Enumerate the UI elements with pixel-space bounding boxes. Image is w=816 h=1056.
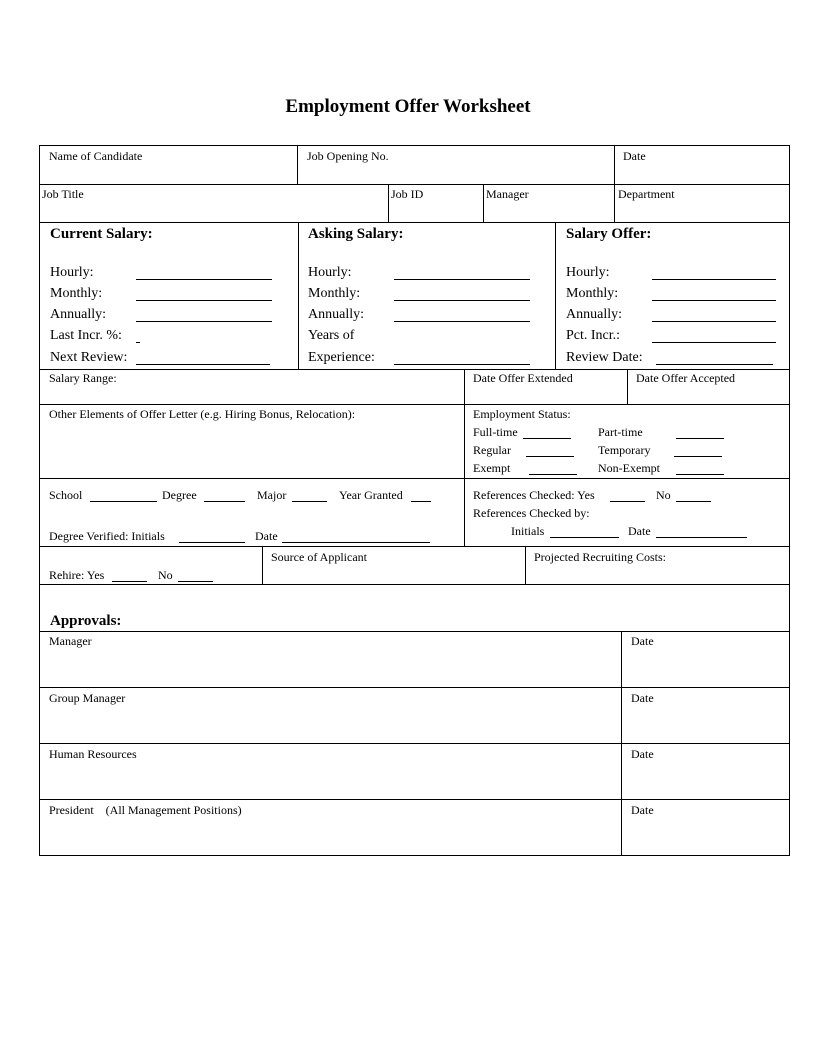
job-title-field[interactable]: Job Title xyxy=(42,187,84,201)
current-hourly-label: Hourly: xyxy=(50,265,94,280)
references-checked-by-label: References Checked by: xyxy=(473,506,590,520)
asking-hourly-field[interactable] xyxy=(394,279,530,280)
projected-recruiting-costs-field[interactable]: Projected Recruiting Costs: xyxy=(534,550,666,564)
other-elements-field[interactable]: Other Elements of Offer Letter (e.g. Hiring Bonus, Relocation): xyxy=(49,407,356,421)
degree-label: Degree xyxy=(162,488,197,502)
divider xyxy=(525,546,526,584)
approval-human-resources-field[interactable]: Human Resources xyxy=(49,747,137,761)
current-next-review-label: Next Review: xyxy=(50,350,128,365)
degree-verified-label: Degree Verified: Initials xyxy=(49,529,165,543)
year-granted-field[interactable] xyxy=(411,501,431,502)
asking-monthly-label: Monthly: xyxy=(308,286,361,301)
major-label: Major xyxy=(257,488,287,502)
divider xyxy=(40,584,789,585)
divider xyxy=(40,184,789,185)
divider xyxy=(555,222,556,369)
references-no-label: No xyxy=(656,488,671,502)
references-yes-field[interactable] xyxy=(610,501,645,502)
current-salary-heading: Current Salary: xyxy=(50,226,153,242)
full-time-label: Full-time xyxy=(473,425,518,439)
approval-manager-field[interactable]: Manager xyxy=(49,634,92,648)
current-monthly-label: Monthly: xyxy=(50,286,103,301)
divider xyxy=(40,799,789,800)
regular-label: Regular xyxy=(473,443,511,457)
exempt-label: Exempt xyxy=(473,461,511,475)
salary-range-field[interactable]: Salary Range: xyxy=(49,371,117,385)
offer-hourly-field[interactable] xyxy=(652,279,776,280)
full-time-field[interactable] xyxy=(523,438,571,439)
asking-monthly-field[interactable] xyxy=(394,300,530,301)
offer-review-date-field[interactable] xyxy=(656,364,773,365)
approval-manager-date-field[interactable]: Date xyxy=(631,634,654,648)
approval-human-resources-date-field[interactable]: Date xyxy=(631,747,654,761)
asking-annually-label: Annually: xyxy=(308,307,364,322)
job-opening-field[interactable]: Job Opening No. xyxy=(307,149,389,163)
part-time-field[interactable] xyxy=(676,438,724,439)
divider xyxy=(40,404,789,405)
asking-salary-heading: Asking Salary: xyxy=(308,226,404,242)
references-date-label: Date xyxy=(628,524,651,538)
temporary-field[interactable] xyxy=(674,456,722,457)
degree-field[interactable] xyxy=(204,501,245,502)
asking-years-of-label: Years of xyxy=(308,328,355,343)
divider xyxy=(262,546,263,584)
degree-verified-date-label: Date xyxy=(255,529,278,543)
rehire-no-label: No xyxy=(158,568,173,582)
divider xyxy=(627,369,628,404)
divider xyxy=(40,743,789,744)
divider xyxy=(40,222,789,223)
divider xyxy=(483,184,484,222)
references-initials-field[interactable] xyxy=(550,537,619,538)
temporary-label: Temporary xyxy=(598,443,651,457)
manager-field[interactable]: Manager xyxy=(486,187,529,201)
divider xyxy=(297,146,298,184)
employment-status-label: Employment Status: xyxy=(473,407,571,421)
references-date-field[interactable] xyxy=(656,537,747,538)
degree-verified-date-field[interactable] xyxy=(282,542,430,543)
asking-experience-field[interactable] xyxy=(394,364,530,365)
major-field[interactable] xyxy=(292,501,327,502)
date-field[interactable]: Date xyxy=(623,149,646,163)
divider xyxy=(40,631,789,632)
rehire-no-field[interactable] xyxy=(178,581,213,582)
divider xyxy=(464,369,465,546)
offer-monthly-field[interactable] xyxy=(652,300,776,301)
references-checked-label: References Checked: Yes xyxy=(473,488,595,502)
rehire-yes-label: Rehire: Yes xyxy=(49,568,105,582)
offer-hourly-label: Hourly: xyxy=(566,265,610,280)
divider xyxy=(40,369,789,370)
asking-hourly-label: Hourly: xyxy=(308,265,352,280)
candidate-name-field[interactable]: Name of Candidate xyxy=(49,149,143,163)
department-field[interactable]: Department xyxy=(618,187,675,201)
current-annually-label: Annually: xyxy=(50,307,106,322)
part-time-label: Part-time xyxy=(598,425,643,439)
rehire-yes-field[interactable] xyxy=(112,581,147,582)
offer-annually-field[interactable] xyxy=(652,321,776,322)
current-last-incr-field[interactable] xyxy=(136,342,140,343)
job-id-field[interactable]: Job ID xyxy=(391,187,424,201)
regular-field[interactable] xyxy=(526,456,574,457)
current-last-incr-label: Last Incr. %: xyxy=(50,328,122,343)
approval-group-manager-date-field[interactable]: Date xyxy=(631,691,654,705)
non-exempt-label: Non-Exempt xyxy=(598,461,660,475)
school-field[interactable] xyxy=(90,501,157,502)
offer-worksheet-form xyxy=(39,145,790,856)
divider xyxy=(614,146,615,222)
degree-verified-initials-field[interactable] xyxy=(179,542,245,543)
approval-group-manager-field[interactable]: Group Manager xyxy=(49,691,126,705)
offer-pct-incr-label: Pct. Incr.: xyxy=(566,328,621,343)
divider xyxy=(621,631,622,856)
school-label: School xyxy=(49,488,83,502)
offer-pct-incr-field[interactable] xyxy=(652,342,776,343)
current-monthly-field[interactable] xyxy=(136,300,272,301)
non-exempt-field[interactable] xyxy=(676,474,724,475)
date-offer-extended-field[interactable]: Date Offer Extended xyxy=(473,371,573,385)
source-of-applicant-field[interactable]: Source of Applicant xyxy=(271,550,367,564)
references-initials-label: Initials xyxy=(511,524,545,538)
divider xyxy=(388,184,389,222)
divider xyxy=(40,687,789,688)
current-annually-field[interactable] xyxy=(136,321,272,322)
approval-president-date-field[interactable]: Date xyxy=(631,803,654,817)
divider xyxy=(298,222,299,369)
current-hourly-field[interactable] xyxy=(136,279,272,280)
approvals-heading: Approvals: xyxy=(50,613,122,629)
approval-president-field[interactable]: President (All Management Positions) xyxy=(49,803,242,817)
date-offer-accepted-field[interactable]: Date Offer Accepted xyxy=(636,371,736,385)
divider xyxy=(40,478,789,479)
year-granted-label: Year Granted xyxy=(339,488,403,502)
page-title: Employment Offer Worksheet xyxy=(285,96,531,117)
offer-monthly-label: Monthly: xyxy=(566,286,619,301)
current-next-review-field[interactable] xyxy=(136,364,270,365)
exempt-field[interactable] xyxy=(529,474,577,475)
asking-experience-label: Experience: xyxy=(308,350,375,365)
asking-annually-field[interactable] xyxy=(394,321,530,322)
salary-offer-heading: Salary Offer: xyxy=(566,226,652,242)
offer-review-date-label: Review Date: xyxy=(566,350,643,365)
references-no-field[interactable] xyxy=(676,501,711,502)
offer-annually-label: Annually: xyxy=(566,307,622,322)
divider xyxy=(40,546,789,547)
